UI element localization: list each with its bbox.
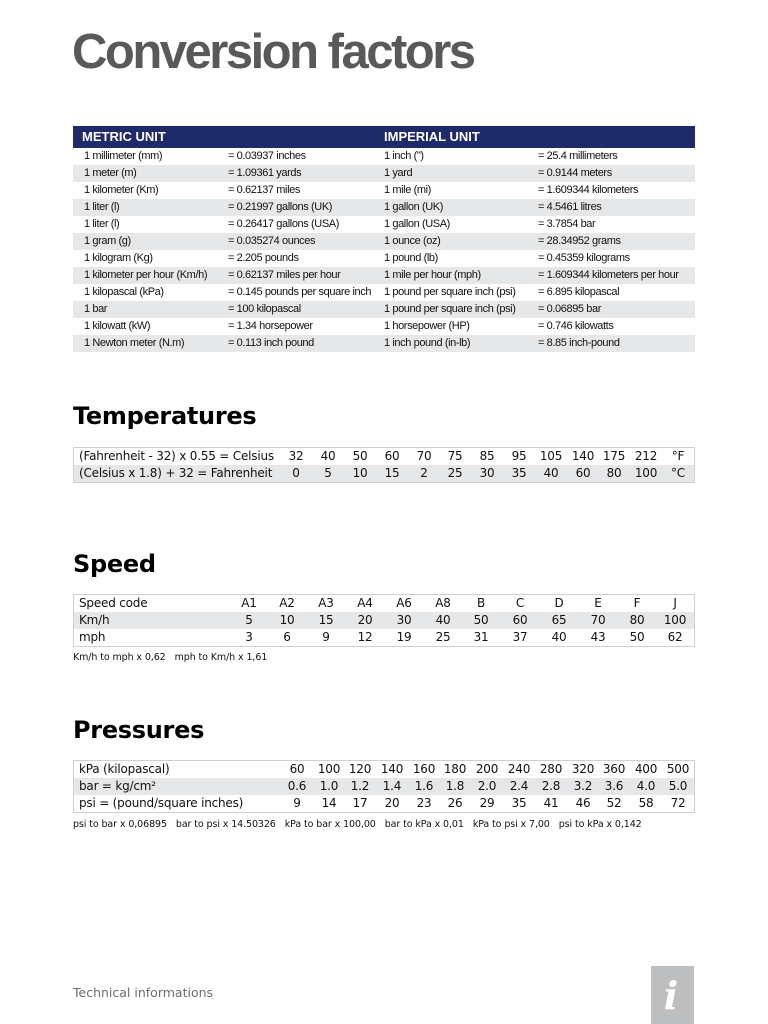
- pressures-note: bar to psi x 14.50326: [175, 819, 276, 830]
- speed-table: [73, 594, 695, 647]
- pressures-title: Pressures: [73, 716, 205, 744]
- temperature-value-cell: 40: [320, 449, 336, 463]
- temperature-value-cell: 85: [479, 449, 495, 463]
- pressure-value-cell: 72: [670, 796, 686, 810]
- temperature-value-cell: 0: [292, 466, 300, 480]
- speed-value-cell: 5: [245, 613, 253, 627]
- speed-value-cell: 50: [473, 613, 489, 627]
- metric-equivalent-cell: = 1.09361 yards: [228, 167, 302, 179]
- pressure-value-cell: 26: [447, 796, 463, 810]
- pressure-value-cell: 1.8: [445, 779, 465, 793]
- metric-unit-cell: 1 kilometer (Km): [84, 184, 159, 196]
- pressure-value-cell: 4.0: [636, 779, 656, 793]
- temperature-value-cell: 105: [539, 449, 563, 463]
- metric-unit-cell: 1 kilometer per hour (Km/h): [84, 269, 208, 281]
- metric-unit-header: METRIC UNIT: [82, 129, 166, 144]
- speed-notes: [73, 652, 276, 663]
- page-title: Conversion factors: [72, 25, 474, 79]
- temperature-value-cell: 175: [602, 449, 626, 463]
- conversion-row: [73, 250, 695, 267]
- speed-value-cell: A6: [396, 596, 412, 610]
- pressure-value-cell: 3.2: [573, 779, 593, 793]
- imperial-equivalent-cell: = 6.895 kilopascal: [538, 286, 620, 298]
- pressure-value-cell: 360: [602, 762, 626, 776]
- conversion-row: [73, 165, 695, 182]
- temperature-value-cell: 32: [288, 449, 304, 463]
- temperature-value-cell: 50: [352, 449, 368, 463]
- metric-unit-cell: 1 meter (m): [84, 167, 137, 179]
- conversion-row: [73, 216, 695, 233]
- pressure-value-cell: 1.4: [382, 779, 402, 793]
- imperial-equivalent-cell: = 3.7854 bar: [538, 218, 596, 230]
- pressure-value-cell: 2.8: [541, 779, 561, 793]
- imperial-equivalent-cell: = 0.746 kilowatts: [538, 320, 614, 332]
- pressure-value-cell: 1.6: [414, 779, 434, 793]
- pressure-row-label: kPa (kilopascal): [79, 762, 170, 776]
- temperature-row-label: (Fahrenheit - 32) x 0.55 = Celsius: [79, 449, 274, 463]
- conversion-row: [73, 199, 695, 216]
- pressure-value-cell: 23: [416, 796, 432, 810]
- metric-unit-cell: 1 kilogram (Kg): [84, 252, 153, 264]
- imperial-equivalent-cell: = 4.5461 litres: [538, 201, 602, 213]
- conversion-row: [73, 301, 695, 318]
- metric-unit-cell: 1 liter (l): [84, 201, 120, 213]
- metric-equivalent-cell: = 0.113 inch pound: [228, 337, 314, 349]
- speed-value-cell: 80: [629, 613, 645, 627]
- speed-value-cell: D: [554, 596, 564, 610]
- conversion-table-body: [73, 148, 695, 352]
- speed-row-label: Km/h: [79, 613, 110, 627]
- temperature-value-cell: 140: [571, 449, 595, 463]
- temperature-value-cell: 60: [575, 466, 591, 480]
- pressure-value-cell: 29: [479, 796, 495, 810]
- speed-row: [74, 612, 694, 629]
- speed-value-cell: 62: [667, 630, 683, 644]
- temperature-value-cell: °F: [671, 449, 685, 463]
- speed-value-cell: 40: [435, 613, 451, 627]
- temperature-value-cell: 10: [352, 466, 368, 480]
- temperature-value-cell: 30: [479, 466, 495, 480]
- metric-equivalent-cell: = 100 kilopascal: [228, 303, 301, 315]
- speed-value-cell: 37: [512, 630, 528, 644]
- pressure-value-cell: 200: [475, 762, 499, 776]
- speed-value-cell: A2: [279, 596, 295, 610]
- imperial-unit-cell: 1 pound (lb): [384, 252, 438, 264]
- speed-note: Km/h to mph x 0,62: [73, 652, 166, 663]
- footer-text: Technical informations: [73, 985, 214, 1000]
- speed-value-cell: C: [515, 596, 525, 610]
- pressure-value-cell: 120: [348, 762, 372, 776]
- pressure-row: [74, 778, 694, 795]
- speed-value-cell: 100: [663, 613, 687, 627]
- speed-value-cell: A8: [435, 596, 451, 610]
- metric-unit-cell: 1 liter (l): [84, 218, 120, 230]
- metric-unit-cell: 1 kilowatt (kW): [84, 320, 151, 332]
- speed-value-cell: 40: [551, 630, 567, 644]
- conversion-table: [73, 126, 695, 352]
- imperial-unit-cell: 1 pound per square inch (psi): [384, 303, 516, 315]
- speed-value-cell: 60: [512, 613, 528, 627]
- metric-unit-cell: 1 gram (g): [84, 235, 131, 247]
- pressure-value-cell: 280: [539, 762, 563, 776]
- speed-value-cell: 20: [357, 613, 373, 627]
- temperature-value-cell: 100: [634, 466, 658, 480]
- conversion-row: [73, 335, 695, 352]
- speed-row-label: Speed code: [79, 596, 148, 610]
- metric-equivalent-cell: = 0.035274 ounces: [228, 235, 316, 247]
- pressure-value-cell: 100: [317, 762, 341, 776]
- metric-equivalent-cell: = 0.26417 gallons (USA): [228, 218, 339, 230]
- pressures-note: kPa to psi x 7,00: [472, 819, 550, 830]
- pressures-note: psi to kPa x 0,142: [558, 819, 642, 830]
- conversion-row: [73, 182, 695, 199]
- imperial-unit-cell: 1 inch ("): [384, 150, 424, 162]
- speed-row: [74, 595, 694, 612]
- temperature-value-cell: 5: [324, 466, 332, 480]
- pressure-row: [74, 795, 694, 812]
- pressure-value-cell: 14: [321, 796, 337, 810]
- imperial-unit-cell: 1 mile (mi): [384, 184, 431, 196]
- pressure-value-cell: 9: [293, 796, 301, 810]
- conversion-row: [73, 233, 695, 250]
- pressure-value-cell: 35: [511, 796, 527, 810]
- pressures-notes: [73, 819, 651, 830]
- pressure-value-cell: 17: [352, 796, 368, 810]
- speed-value-cell: 65: [551, 613, 567, 627]
- metric-equivalent-cell: = 2.205 pounds: [228, 252, 299, 264]
- pressure-value-cell: 2.4: [509, 779, 529, 793]
- imperial-unit-cell: 1 inch pound (in-lb): [384, 337, 471, 349]
- speed-row-label: mph: [79, 630, 106, 644]
- speed-value-cell: 6: [283, 630, 291, 644]
- metric-equivalent-cell: = 0.145 pounds per square inch: [228, 286, 372, 298]
- temperature-value-cell: 80: [606, 466, 622, 480]
- speed-value-cell: 50: [629, 630, 645, 644]
- speed-value-cell: 70: [590, 613, 606, 627]
- pressure-value-cell: 160: [412, 762, 436, 776]
- svg-text:i: i: [663, 973, 679, 1018]
- speed-value-cell: A3: [318, 596, 334, 610]
- speed-value-cell: A1: [241, 596, 257, 610]
- pressure-row-label: psi = (pound/square inches): [79, 796, 244, 810]
- metric-unit-cell: 1 Newton meter (N.m): [84, 337, 185, 349]
- pressure-value-cell: 52: [606, 796, 622, 810]
- pressure-value-cell: 1.0: [319, 779, 339, 793]
- metric-unit-cell: 1 kilopascal (kPa): [84, 286, 164, 298]
- pressure-value-cell: 41: [543, 796, 559, 810]
- conversion-row: [73, 284, 695, 301]
- conversion-row: [73, 318, 695, 335]
- imperial-unit-cell: 1 horsepower (HP): [384, 320, 470, 332]
- speed-value-cell: B: [476, 596, 486, 610]
- imperial-unit-cell: 1 ounce (oz): [384, 235, 441, 247]
- imperial-unit-cell: 1 gallon (UK): [384, 201, 443, 213]
- temperature-row: [74, 448, 694, 465]
- pressures-note: psi to bar x 0,06895: [73, 819, 167, 830]
- speed-title: Speed: [73, 550, 156, 578]
- speed-value-cell: 19: [396, 630, 412, 644]
- temperatures-table: [73, 447, 695, 483]
- metric-equivalent-cell: = 0.03937 inches: [228, 150, 306, 162]
- temperature-row-label: (Celsius x 1.8) + 32 = Fahrenheit: [79, 466, 273, 480]
- speed-value-cell: 15: [318, 613, 334, 627]
- speed-value-cell: 10: [279, 613, 295, 627]
- pressure-value-cell: 500: [666, 762, 690, 776]
- imperial-equivalent-cell: = 0.06895 bar: [538, 303, 601, 315]
- pressure-row-label: bar = kg/cm²: [79, 779, 156, 793]
- pressure-row: [74, 761, 694, 778]
- speed-value-cell: 30: [396, 613, 412, 627]
- speed-value-cell: 43: [590, 630, 606, 644]
- pressures-table: [73, 760, 695, 813]
- metric-equivalent-cell: = 0.21997 gallons (UK): [228, 201, 333, 213]
- speed-value-cell: 25: [435, 630, 451, 644]
- conversion-table-header: [73, 126, 695, 148]
- metric-equivalent-cell: = 1.34 horsepower: [228, 320, 313, 332]
- imperial-equivalent-cell: = 0.9144 meters: [538, 167, 612, 179]
- conversion-row: [73, 267, 695, 284]
- pressure-value-cell: 140: [380, 762, 404, 776]
- metric-equivalent-cell: = 0.62137 miles: [228, 184, 300, 196]
- temperature-value-cell: 60: [384, 449, 400, 463]
- speed-value-cell: 9: [322, 630, 330, 644]
- speed-value-cell: F: [633, 596, 641, 610]
- pressure-value-cell: 58: [638, 796, 654, 810]
- temperature-value-cell: 75: [447, 449, 463, 463]
- pressure-value-cell: 5.0: [668, 779, 688, 793]
- speed-value-cell: 3: [245, 630, 253, 644]
- speed-value-cell: A4: [357, 596, 373, 610]
- temperature-value-cell: 40: [543, 466, 559, 480]
- temperatures-title: Temperatures: [73, 402, 257, 430]
- pressure-value-cell: 320: [571, 762, 595, 776]
- imperial-equivalent-cell: = 1.609344 kilometers: [538, 184, 639, 196]
- pressure-value-cell: 3.6: [604, 779, 624, 793]
- imperial-unit-cell: 1 pound per square inch (psi): [384, 286, 516, 298]
- imperial-equivalent-cell: = 8.85 inch-pound: [538, 337, 620, 349]
- metric-unit-cell: 1 bar: [84, 303, 108, 315]
- pressure-value-cell: 46: [575, 796, 591, 810]
- pressure-value-cell: 20: [384, 796, 400, 810]
- imperial-equivalent-cell: = 28.34952 grams: [538, 235, 621, 247]
- metric-equivalent-cell: = 0.62137 miles per hour: [228, 269, 341, 281]
- pressures-note: kPa to bar x 100,00: [284, 819, 376, 830]
- speed-value-cell: 12: [357, 630, 373, 644]
- temperature-value-cell: 95: [511, 449, 527, 463]
- imperial-equivalent-cell: = 25.4 millimeters: [538, 150, 618, 162]
- temperature-value-cell: 70: [416, 449, 432, 463]
- temperature-value-cell: 15: [384, 466, 400, 480]
- pressure-value-cell: 180: [443, 762, 467, 776]
- speed-value-cell: J: [673, 596, 677, 610]
- imperial-equivalent-cell: = 0.45359 kilograms: [538, 252, 630, 264]
- speed-note: mph to Km/h x 1,61: [174, 652, 268, 663]
- imperial-unit-cell: 1 gallon (USA): [384, 218, 450, 230]
- conversion-row: [73, 148, 695, 165]
- pressure-value-cell: 1.2: [350, 779, 370, 793]
- temperature-row: [74, 465, 694, 482]
- speed-row: [74, 629, 694, 646]
- pressure-value-cell: 0.6: [287, 779, 307, 793]
- imperial-unit-cell: 1 yard: [384, 167, 413, 179]
- imperial-unit-cell: 1 mile per hour (mph): [384, 269, 481, 281]
- metric-unit-cell: 1 millimeter (mm): [84, 150, 163, 162]
- temperature-value-cell: 25: [447, 466, 463, 480]
- temperature-value-cell: 35: [511, 466, 527, 480]
- pressure-value-cell: 2.0: [477, 779, 497, 793]
- speed-value-cell: E: [594, 596, 602, 610]
- pressure-value-cell: 60: [289, 762, 305, 776]
- temperature-value-cell: °C: [671, 466, 685, 480]
- temperature-value-cell: 2: [420, 466, 428, 480]
- pressure-value-cell: 240: [507, 762, 531, 776]
- temperature-value-cell: 212: [634, 449, 658, 463]
- imperial-unit-header: IMPERIAL UNIT: [384, 129, 480, 144]
- imperial-equivalent-cell: = 1.609344 kilometers per hour: [538, 269, 679, 281]
- info-icon: [651, 966, 694, 1024]
- pressures-note: bar to kPa x 0,01: [384, 819, 464, 830]
- pressure-value-cell: 400: [634, 762, 658, 776]
- speed-value-cell: 31: [473, 630, 489, 644]
